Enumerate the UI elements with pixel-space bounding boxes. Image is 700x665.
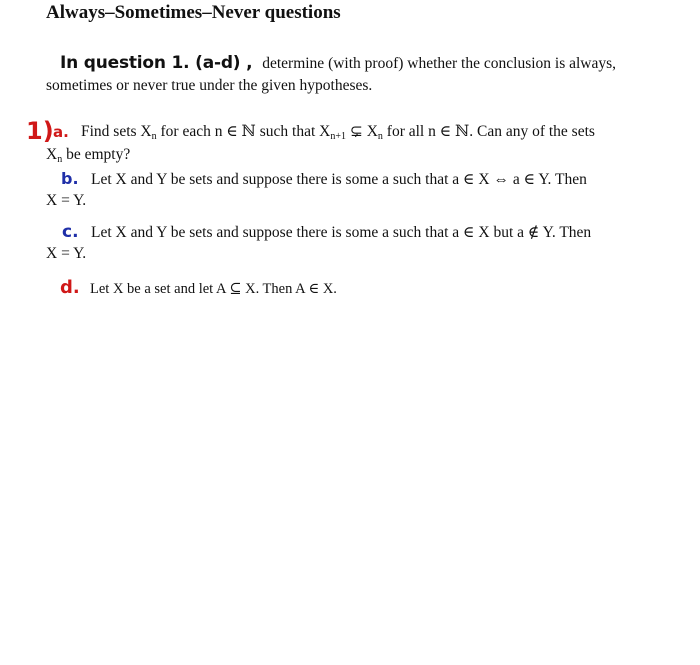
item-b-line-1: Let X and Y be sets and suppose there is some a such that a ∈ X ⇔ a ∈ Y. Then bbox=[91, 171, 587, 188]
item-d-line-1: Let X be a set and let A ⊆ X. Then A ∈ X. bbox=[90, 281, 337, 297]
item-a-sub-2: n+1 bbox=[330, 131, 346, 142]
item-label-b: b. bbox=[61, 169, 79, 188]
item-b-line-2: X = Y. bbox=[46, 192, 87, 209]
item-a-line-2 bbox=[46, 147, 130, 165]
intro-text-1: determine (with proof) whether the conclusion is always, bbox=[262, 55, 617, 72]
item-c-line-1: Let X and Y be sets and suppose there is some a such that a ∈ X but a ∉ Y. Then bbox=[91, 224, 592, 241]
item-a-line-1 bbox=[81, 124, 595, 142]
item-label-d: d. bbox=[60, 277, 80, 298]
question-number-1: 1) bbox=[26, 117, 54, 145]
item-c-line-2: X = Y. bbox=[46, 245, 87, 262]
item-a-text-4: for all n ∈ ℕ. Can any of the sets bbox=[382, 123, 595, 140]
item-a-text-2: for each n ∈ ℕ such that X bbox=[156, 123, 331, 140]
page-title: Always–Sometimes–Never questions bbox=[46, 2, 341, 23]
intro-line-1 bbox=[60, 55, 616, 72]
item-a-sub-3: n bbox=[377, 131, 383, 142]
item-a-text-1: Find sets X bbox=[81, 123, 152, 140]
intro-handwritten-note: In question 1. (a-d) , bbox=[60, 53, 253, 73]
item-a-sub-4: n bbox=[57, 154, 63, 165]
item-a-text-5: X bbox=[46, 146, 58, 163]
item-a-text-3: ⊊ X bbox=[345, 123, 378, 140]
item-a-text-6: be empty? bbox=[62, 146, 131, 163]
item-a-sub-1: n bbox=[151, 131, 157, 142]
intro-line-2: sometimes or never true under the given hypotheses. bbox=[46, 77, 373, 94]
item-label-a: a. bbox=[53, 123, 69, 141]
item-label-c: c. bbox=[62, 222, 79, 242]
